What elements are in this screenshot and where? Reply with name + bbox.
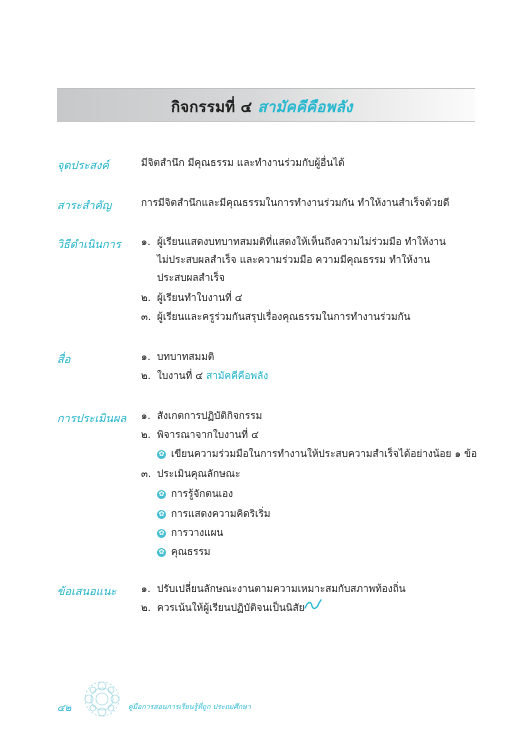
objective-label: จุดประสงค์ [57, 159, 109, 172]
page-number: ๔๒ [57, 703, 72, 714]
list-number: ๓. [141, 469, 152, 480]
media-label: สื่อ [57, 353, 71, 366]
flower-bullet-icon: ✿ [158, 548, 165, 556]
flower-bullet-icon: ✿ [158, 510, 165, 518]
procedure-item-3 [141, 311, 411, 325]
key-concept-text: การมีจิตสำนึกและมีคุณธรรมในการทำงานร่วมกัน ทำให้งานสำเร็จด้วยดี [141, 198, 450, 209]
list-number: ๒. [141, 430, 151, 441]
list-text: พิจารณาจากใบงานที่ ๔ [157, 430, 259, 441]
list-number: ๒. [141, 603, 151, 614]
list-text: ใบงานที่ ๔ [157, 371, 207, 382]
squiggle-decoration-icon [303, 598, 323, 612]
list-text: ผู้เรียนและครูร่วมกันสรุปเรื่องคุณธรรมในการทำงานร่วมกัน [157, 312, 411, 323]
suggestion-label: ข้อเสนอแนะ [57, 585, 117, 598]
trait-item: คุณธรรม [171, 547, 211, 558]
evaluation-label: การประเมินผล [57, 412, 127, 425]
floral-ornament-icon [80, 677, 124, 721]
key-concept-label: สาระสำคัญ [57, 199, 112, 212]
list-number: ๑. [141, 584, 151, 595]
objective-text: มีจิตสำนึก มีคุณธรรม และทำงานร่วมกับผู้อื่นได้ [141, 158, 345, 169]
list-text: ควรเน้นให้ผู้เรียนปฏิบัติจนเป็นนิสัย [157, 603, 305, 614]
procedure-label: วิธีดำเนินการ [57, 238, 121, 251]
trait-item: การแสดงความคิดริเริ่ม [171, 509, 271, 520]
list-text: สังเกตการปฏิบัติกิจกรรม [157, 411, 263, 422]
list-number: ๑. [141, 352, 151, 363]
list-text: บทบาทสมมติ [157, 352, 215, 363]
list-text: ผู้เรียนแสดงบทบาทสมมติที่แสดงให้เห็นถึงความไม่ร่วมมือ ทำให้งาน [157, 237, 446, 248]
list-text: ผู้เรียนทำใบงานที่ ๔ [157, 293, 243, 304]
media-item-2 [141, 370, 268, 384]
evaluation-subitem: เขียนความร่วมมือในการทำงานให้ประสบความสำเร็จได้อย่างน้อย ๑ ข้อ [171, 449, 477, 460]
evaluation-item-1 [141, 410, 262, 424]
procedure-item-1-line-2: ไม่ประสบผลสำเร็จ และความร่วมมือ ความมีคุณธรรม ทำให้งาน [157, 255, 431, 266]
procedure-item-2 [141, 292, 242, 306]
list-number: ๓. [141, 312, 152, 323]
suggestion-item-1 [141, 583, 406, 597]
suggestion-item-2 [141, 602, 305, 616]
list-text: ประเมินคุณลักษณะ [157, 469, 241, 480]
evaluation-item-2 [141, 429, 259, 443]
trait-item: การรู้จักตนเอง [171, 489, 233, 500]
media-item-1 [141, 351, 214, 365]
procedure-item-1 [141, 236, 446, 250]
list-number: ๑. [141, 411, 151, 422]
page-title [171, 95, 353, 119]
trait-item: การวางแผน [171, 528, 224, 539]
list-number: ๒. [141, 293, 151, 304]
worksheet-name: สามัคคีคือพลัง [206, 371, 269, 382]
list-number: ๑. [141, 237, 151, 248]
flower-bullet-icon: ✿ [158, 529, 165, 537]
activity-name: สามัคคีคือพลัง [257, 98, 353, 116]
list-text: ปรับเปลี่ยนลักษณะงานตามความเหมาะสมกับสภาพท้องถิ่น [157, 584, 406, 595]
list-number: ๒. [141, 371, 151, 382]
activity-number: กิจกรรมที่ ๔ [171, 98, 258, 116]
flower-bullet-icon: ✿ [158, 490, 165, 498]
flower-bullet-icon: ✿ [158, 450, 165, 458]
evaluation-item-3 [141, 468, 240, 482]
book-title: คู่มือการสอนการเรียนรู้ที่ถูก ประถมศึกษา [128, 703, 251, 711]
procedure-item-1-line-3: ประสบผลสำเร็จ [157, 273, 225, 284]
